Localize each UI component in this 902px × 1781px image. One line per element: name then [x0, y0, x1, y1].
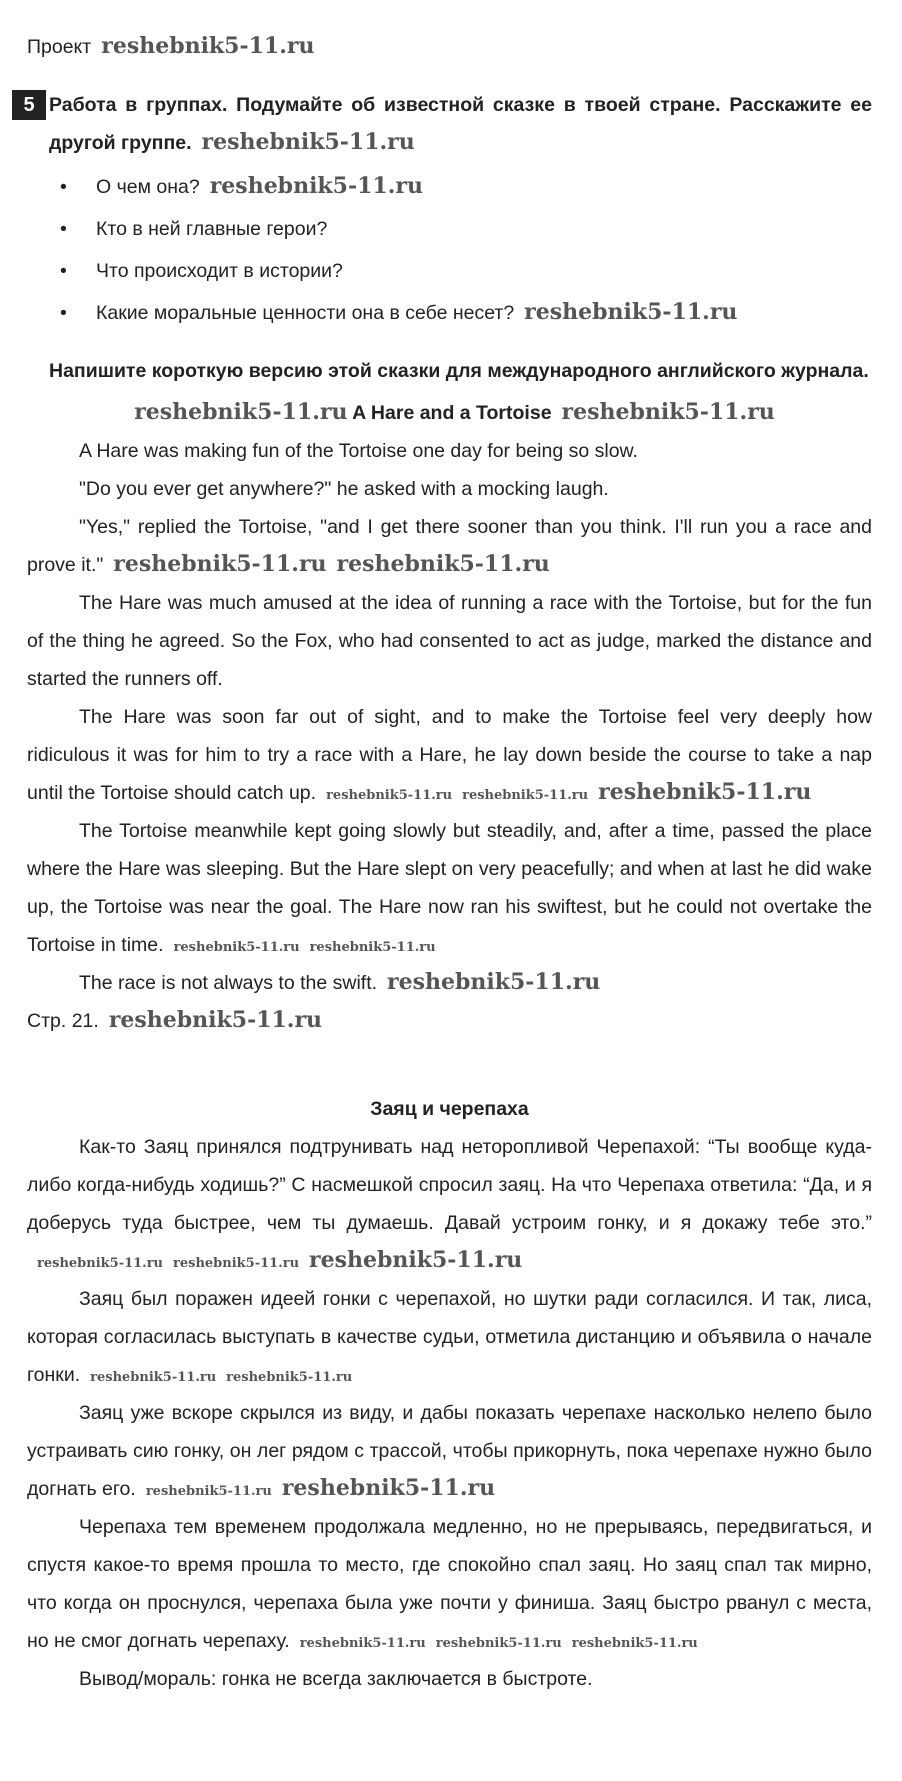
question-text: Кто в ней главные герои?: [96, 218, 328, 240]
section-label: Проект: [27, 36, 92, 58]
list-item: [60, 208, 872, 250]
watermark: reshebnik5-11.ru: [336, 551, 550, 577]
english-title-row: [27, 394, 872, 432]
task-instruction: Работа в группах. Подумайте об известной сказке в твоей стране. Расскажите ее другой группе.: [49, 94, 872, 154]
watermark: reshebnik5-11.ru: [524, 299, 738, 325]
page-reference-row: [27, 1002, 872, 1040]
watermark: reshebnik5-11.ru: [145, 1484, 272, 1499]
header-row: [27, 28, 872, 66]
english-paragraph: [27, 584, 872, 698]
watermark: reshebnik5-11.ru: [108, 1007, 323, 1033]
question-list: [60, 166, 872, 334]
watermark: reshebnik5-11.ru: [134, 399, 348, 425]
paragraph-text: The Hare was much amused at the idea of running a race with the Tortoise, but for the fun of the thing he agreed. So the Fox, who had consented to act as judge, marked the distance and started the runners off.: [27, 592, 872, 690]
task-block: [23, 86, 872, 162]
english-paragraph: [27, 812, 872, 964]
paragraph-text: Черепаха тем временем продолжала медленно, но не прерываясь, передвигаться, и спустя какое-то время прошла то место, где спокойно спал заяц. Но заяц спал так мирно, что когда он проснулся, черепаха была уже почти у финиша. Заяц быстро рванул с места, но не смог догнать черепаху.: [27, 1516, 872, 1652]
watermark: reshebnik5-11.ru: [309, 1247, 523, 1273]
russian-paragraph: [27, 1508, 872, 1660]
watermark: reshebnik5-11.ru: [101, 33, 315, 59]
task-number-badge: 5: [12, 90, 46, 120]
watermark: reshebnik5-11.ru: [37, 1256, 164, 1271]
question-text: О чем она?: [96, 176, 200, 198]
russian-title: Заяц и черепаха: [370, 1098, 529, 1120]
paragraph-text: The Hare was soon far out of sight, and to make the Tortoise feel very deeply how ridiculous it was for him to try a race with a Hare, he lay down beside the course to take a nap until the Tortoise should catch up.: [27, 706, 872, 804]
list-item: [60, 166, 872, 208]
list-item: [60, 250, 872, 292]
watermark: reshebnik5-11.ru: [435, 1636, 562, 1651]
watermark: reshebnik5-11.ru: [598, 779, 812, 805]
watermark: reshebnik5-11.ru: [226, 1370, 353, 1385]
watermark: reshebnik5-11.ru: [387, 969, 601, 995]
watermark: reshebnik5-11.ru: [326, 788, 453, 803]
watermark: reshebnik5-11.ru: [173, 1256, 300, 1271]
english-paragraph: [27, 698, 872, 812]
paragraph-text: The race is not always to the swift.: [79, 972, 378, 994]
watermark: reshebnik5-11.ru: [309, 940, 436, 955]
paragraph-text: Как-то Заяц принялся подтрунивать над неторопливой Черепахой: “Ты вообще куда-либо когда-нибудь ходишь?” С насмешкой спросил заяц. На что Черепаха ответила: “Да, и я доберусь туда быстрее, чем ты думаешь. Давай устроим гонку, и я докажу тебе это.”: [27, 1136, 872, 1234]
russian-paragraph: [27, 1280, 872, 1394]
watermark: reshebnik5-11.ru: [561, 399, 775, 425]
russian-paragraph: [27, 1394, 872, 1508]
english-title: A Hare and a Tortoise: [352, 402, 552, 424]
watermark: reshebnik5-11.ru: [201, 129, 415, 155]
list-item: [60, 292, 872, 334]
paragraph-text: A Hare was making fun of the Tortoise one day for being so slow.: [79, 440, 638, 462]
watermark: reshebnik5-11.ru: [281, 1475, 496, 1501]
watermark: reshebnik5-11.ru: [113, 551, 327, 577]
question-text: Что происходит в истории?: [96, 260, 343, 282]
question-text: Какие моральные ценности она в себе несет?: [96, 302, 515, 324]
paragraph-text: The Tortoise meanwhile kept going slowly but steadily, and, after a time, passed the place where the Hare was sleeping. But the Hare slept on very peacefully; and when at last he did wake up, the Tortoise was near the goal. The Hare now ran his swiftest, but he could not overtake the Tortoise in time.: [27, 820, 872, 956]
russian-paragraph: [27, 1660, 872, 1698]
paragraph-text: "Do you ever get anywhere?" he asked with a mocking laugh.: [79, 478, 609, 500]
paragraph-text: Вывод/мораль: гонка не всегда заключается в быстроте.: [79, 1668, 593, 1690]
watermark: reshebnik5-11.ru: [209, 173, 423, 199]
paragraph-text: "Yes," replied the Tortoise, "and I get there sooner than you think. I'll run you a race and prove it.": [27, 516, 872, 576]
watermark: reshebnik5-11.ru: [462, 788, 589, 803]
page-reference: Стр. 21.: [27, 1010, 99, 1032]
english-paragraph: [27, 470, 872, 508]
watermark: reshebnik5-11.ru: [173, 940, 300, 955]
russian-paragraph: [27, 1128, 872, 1280]
task-instruction-row: [49, 86, 872, 162]
watermark: reshebnik5-11.ru: [90, 1370, 217, 1385]
paragraph-text: Заяц был поражен идеей гонки с черепахой, но шутки ради согласился. И так, лиса, которая согласилась выступать в качестве судьи, отметила дистанцию и объявила о начале гонки.: [27, 1288, 872, 1386]
watermark: reshebnik5-11.ru: [571, 1636, 698, 1651]
watermark: reshebnik5-11.ru: [299, 1636, 426, 1651]
english-paragraph: [27, 432, 872, 470]
paragraph-text: Заяц уже вскоре скрылся из виду, и дабы показать черепахе насколько нелепо было устраивать сию гонку, он лег рядом с трассой, чтобы прикорнуть, пока черепахе нужно было догнать его.: [27, 1402, 872, 1500]
english-paragraph: [27, 508, 872, 584]
writing-task: Напишите короткую версию этой сказки для международного английского журнала.: [49, 360, 869, 382]
english-paragraph: [27, 964, 872, 1002]
